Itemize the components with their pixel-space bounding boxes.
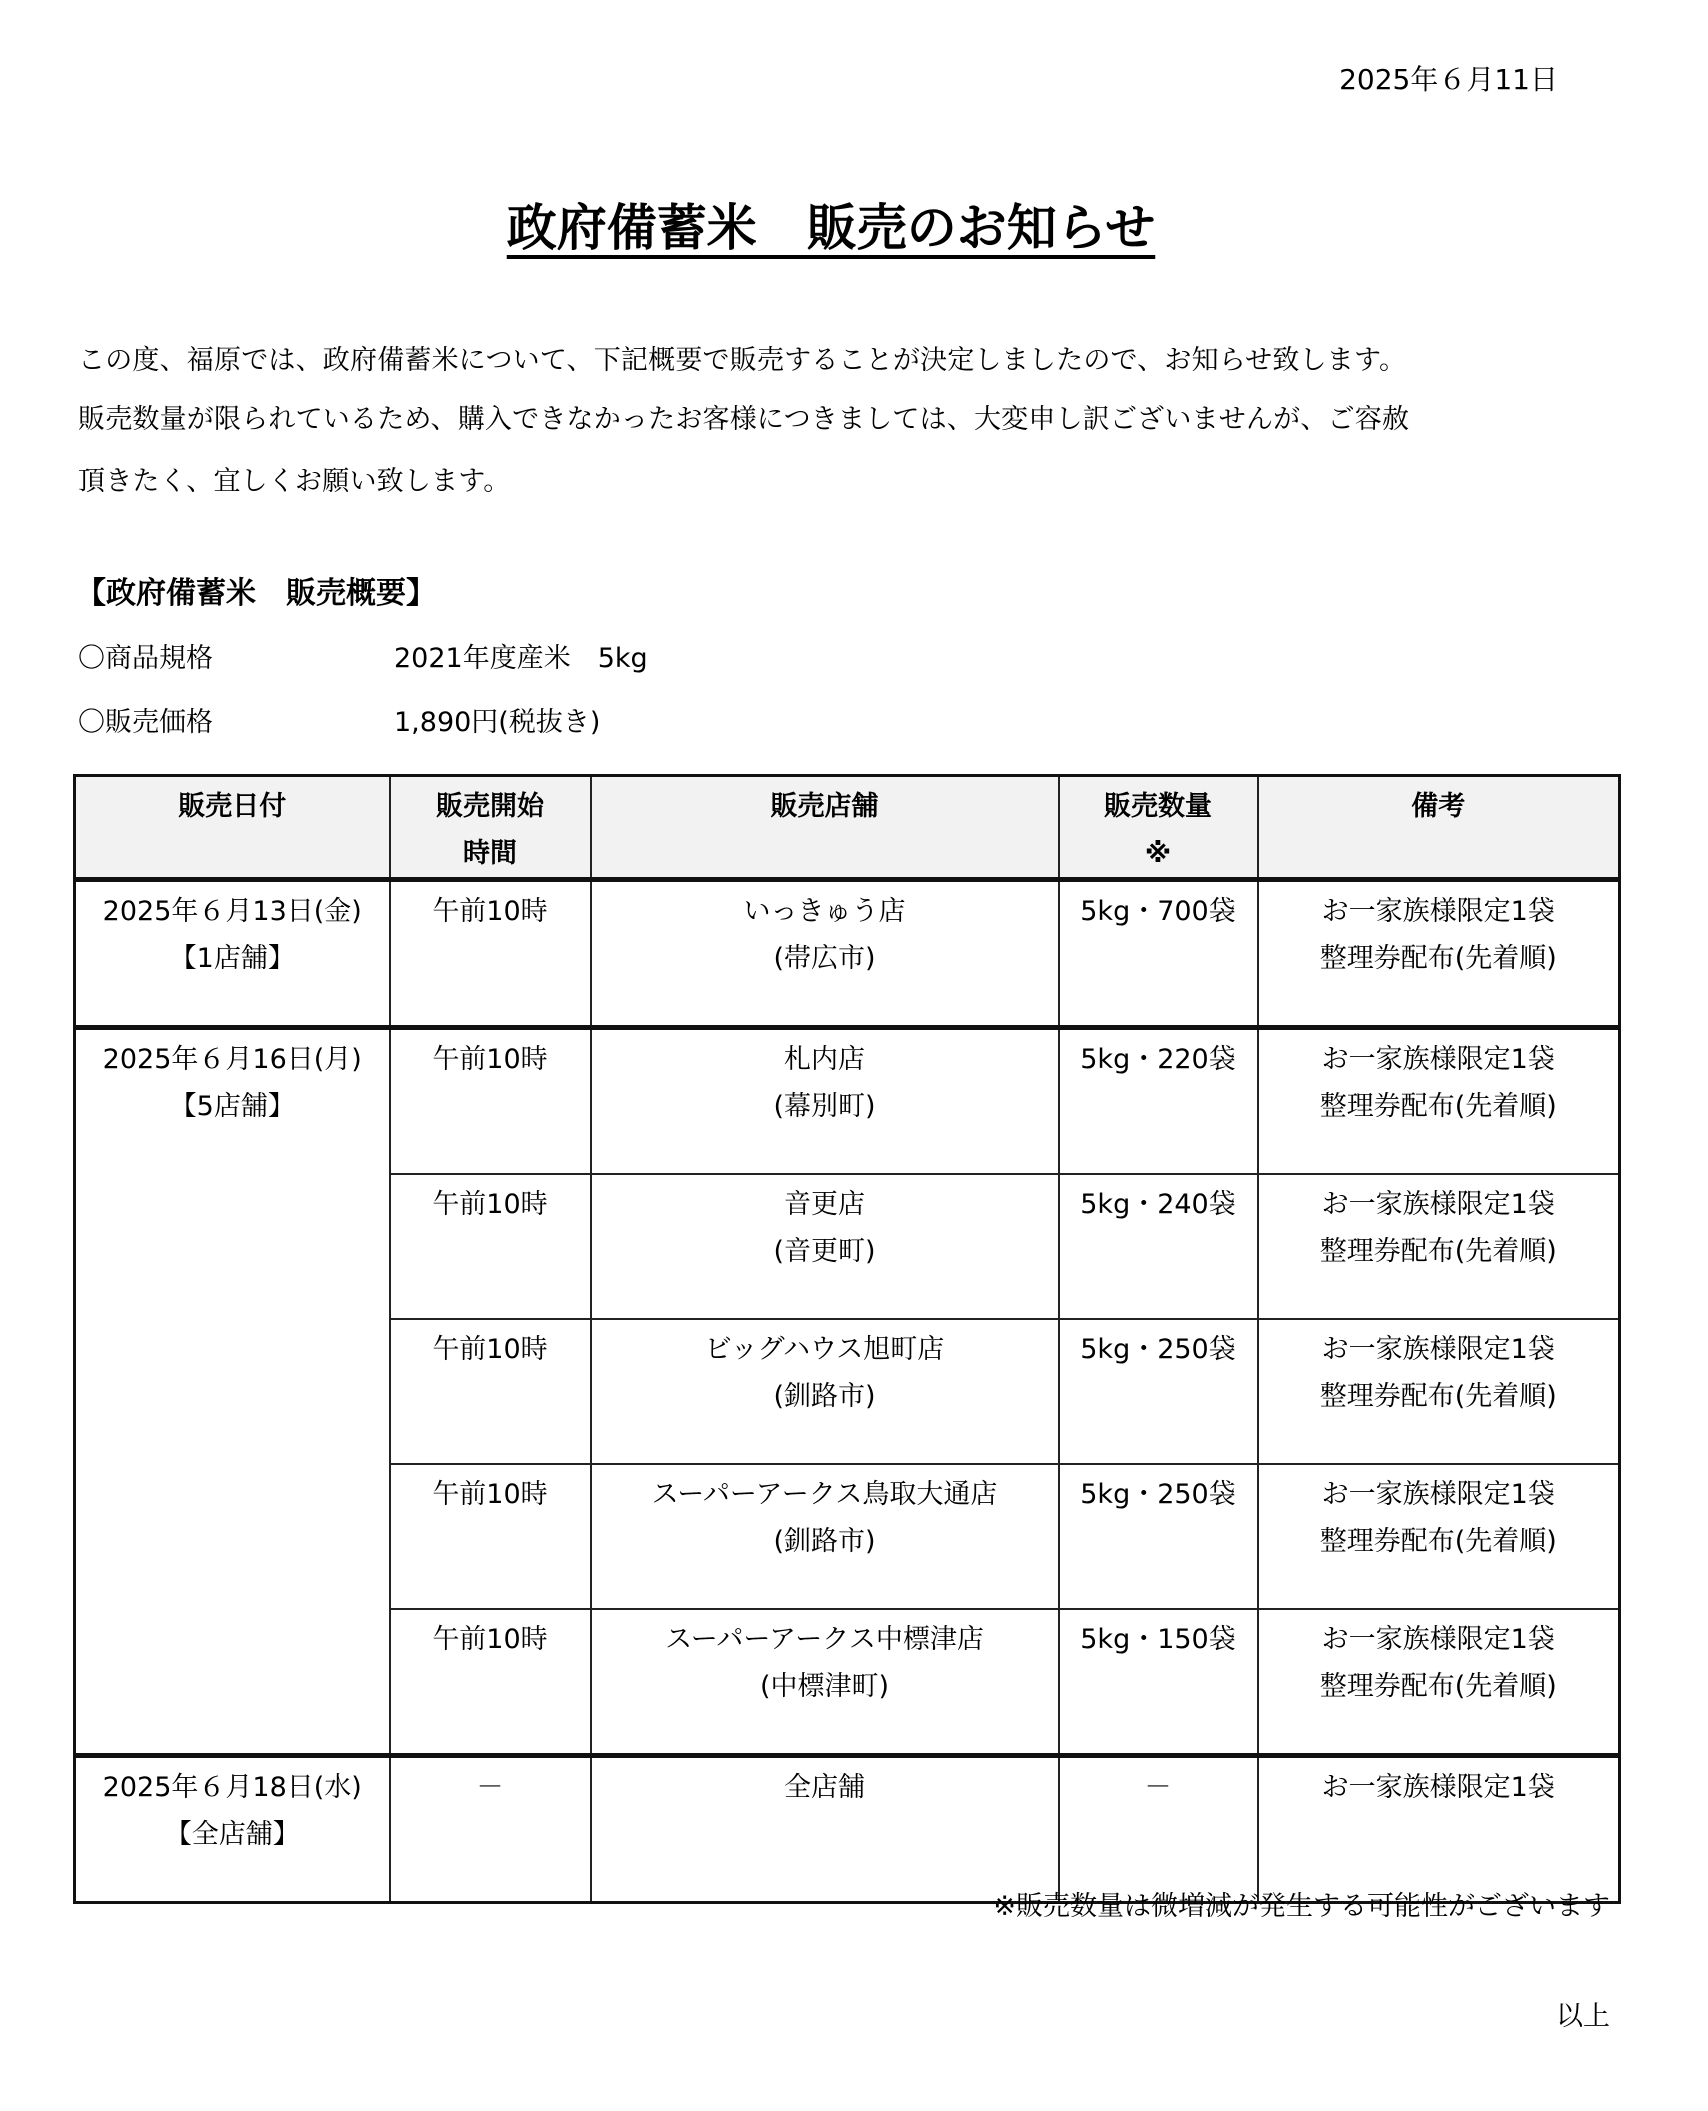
quantity-cell: 5kg・250袋 <box>1059 1464 1258 1609</box>
quantity-cell: 5kg・700袋 <box>1059 880 1258 1028</box>
store-name: スーパーアークス中標津店 <box>665 1624 984 1655</box>
header-date <box>75 776 390 880</box>
header-start-time-line1: 販売開始 <box>436 791 544 822</box>
notes-cell <box>1258 1174 1620 1319</box>
quantity-cell: － <box>1059 1756 1258 1903</box>
note-ticket: 整理券配布(先着順) <box>1319 1236 1557 1267</box>
store-name: いっきゅう店 <box>743 896 906 927</box>
sale-date: 2025年６月13日(金) <box>102 896 362 927</box>
header-notes <box>1258 776 1620 880</box>
note-ticket: 整理券配布(先着順) <box>1319 1381 1557 1412</box>
spec-value-price: 1,890円(税抜き) <box>394 707 601 738</box>
note-ticket: 整理券配布(先着順) <box>1319 1671 1557 1702</box>
note-limit: お一家族様限定1袋 <box>1321 896 1555 927</box>
store-cell <box>591 1174 1059 1319</box>
note-limit: お一家族様限定1袋 <box>1321 1044 1555 1075</box>
store-location: (中標津町) <box>759 1671 890 1702</box>
closing-remark: 以上 <box>1556 2001 1610 2032</box>
spec-label-price: 〇販売価格 <box>78 707 213 738</box>
store-name: 札内店 <box>784 1044 865 1075</box>
start-time-cell: 午前10時 <box>390 1609 591 1756</box>
quantity-cell: 5kg・240袋 <box>1059 1174 1258 1319</box>
spec-value-product: 2021年度産米 5kg <box>394 643 648 674</box>
header-quantity <box>1059 776 1258 880</box>
header-notes-text: 備考 <box>1411 791 1466 822</box>
header-quantity-line1: 販売数量 <box>1104 791 1212 822</box>
header-start-time <box>390 776 591 880</box>
start-time-cell: 午前10時 <box>390 880 591 1028</box>
store-count: 【全店舗】 <box>164 1819 300 1850</box>
notes-cell <box>1258 1609 1620 1756</box>
store-location: (幕別町) <box>773 1091 876 1122</box>
quantity-cell: 5kg・150袋 <box>1059 1609 1258 1756</box>
sale-date-cell <box>75 1028 390 1756</box>
store-cell <box>591 1319 1059 1464</box>
intro-line-3: 頂きたく、宜しくお願い致します。 <box>78 466 511 497</box>
start-time-cell: 午前10時 <box>390 1464 591 1609</box>
note-limit: お一家族様限定1袋 <box>1321 1189 1555 1220</box>
note-limit: お一家族様限定1袋 <box>1321 1624 1555 1655</box>
table-header-row <box>75 776 1620 880</box>
start-time-cell: － <box>390 1756 591 1903</box>
table-row <box>75 880 1620 1028</box>
note-limit: お一家族様限定1袋 <box>1321 1334 1555 1365</box>
note-ticket: 整理券配布(先着順) <box>1319 1091 1557 1122</box>
store-location: (釧路市) <box>773 1381 876 1412</box>
store-cell <box>591 880 1059 1028</box>
start-time-cell: 午前10時 <box>390 1174 591 1319</box>
header-store <box>591 776 1059 880</box>
sale-date: 2025年６月16日(月) <box>102 1044 362 1075</box>
table-row <box>75 1756 1620 1903</box>
sale-date-cell <box>75 1756 390 1903</box>
sales-schedule-table <box>73 774 1621 1904</box>
store-cell <box>591 1609 1059 1756</box>
notes-cell <box>1258 880 1620 1028</box>
sale-date: 2025年６月18日(水) <box>102 1772 362 1803</box>
document-title-text: 政府備蓄米 販売のお知らせ <box>506 199 1156 257</box>
note-ticket: 整理券配布(先着順) <box>1319 943 1557 974</box>
header-date-text: 販売日付 <box>178 791 287 822</box>
header-store-text: 販売店舗 <box>770 791 879 822</box>
document-title <box>0 188 1662 260</box>
store-name: 全店舗 <box>784 1772 865 1803</box>
store-count: 【1店舗】 <box>169 943 295 974</box>
notes-cell <box>1258 1319 1620 1464</box>
notes-cell <box>1258 1756 1620 1903</box>
store-cell <box>591 1464 1059 1609</box>
start-time-cell: 午前10時 <box>390 1319 591 1464</box>
note-ticket: 整理券配布(先着順) <box>1319 1526 1557 1557</box>
quantity-cell: 5kg・250袋 <box>1059 1319 1258 1464</box>
spec-label-product: 〇商品規格 <box>78 643 213 674</box>
notes-cell <box>1258 1464 1620 1609</box>
sale-date-cell <box>75 880 390 1028</box>
store-location: (帯広市) <box>773 943 876 974</box>
note-limit: お一家族様限定1袋 <box>1321 1772 1555 1803</box>
store-name: ビッグハウス旭町店 <box>704 1334 945 1365</box>
header-quantity-mark: ※ <box>1144 838 1172 869</box>
store-cell <box>591 1756 1059 1903</box>
document-date: 2025年６月11日 <box>1339 63 1558 96</box>
store-cell <box>591 1028 1059 1175</box>
store-count: 【5店舗】 <box>169 1091 295 1122</box>
note-limit: お一家族様限定1袋 <box>1321 1479 1555 1510</box>
quantity-cell: 5kg・220袋 <box>1059 1028 1258 1175</box>
start-time-cell: 午前10時 <box>390 1028 591 1175</box>
section-heading: 【政府備蓄米 販売概要】 <box>76 576 436 611</box>
header-start-time-line2: 時間 <box>463 838 517 869</box>
store-location: (音更町) <box>773 1236 876 1267</box>
intro-line-2: 販売数量が限られているため、購入できなかったお客様につきましては、大変申し訳ございませんが、ご容赦 <box>78 404 1410 435</box>
store-name: スーパーアークス鳥取大通店 <box>651 1479 998 1510</box>
notes-cell <box>1258 1028 1620 1175</box>
store-name: 音更店 <box>784 1189 865 1220</box>
quantity-footnote: ※販売数量は微増減が発生する可能性がございます <box>993 1891 1610 1922</box>
table-row <box>75 1028 1620 1175</box>
intro-line-1: この度、福原では、政府備蓄米について、下記概要で販売することが決定しましたので、お知らせ致します。 <box>78 345 1407 376</box>
store-location: (釧路市) <box>773 1526 876 1557</box>
